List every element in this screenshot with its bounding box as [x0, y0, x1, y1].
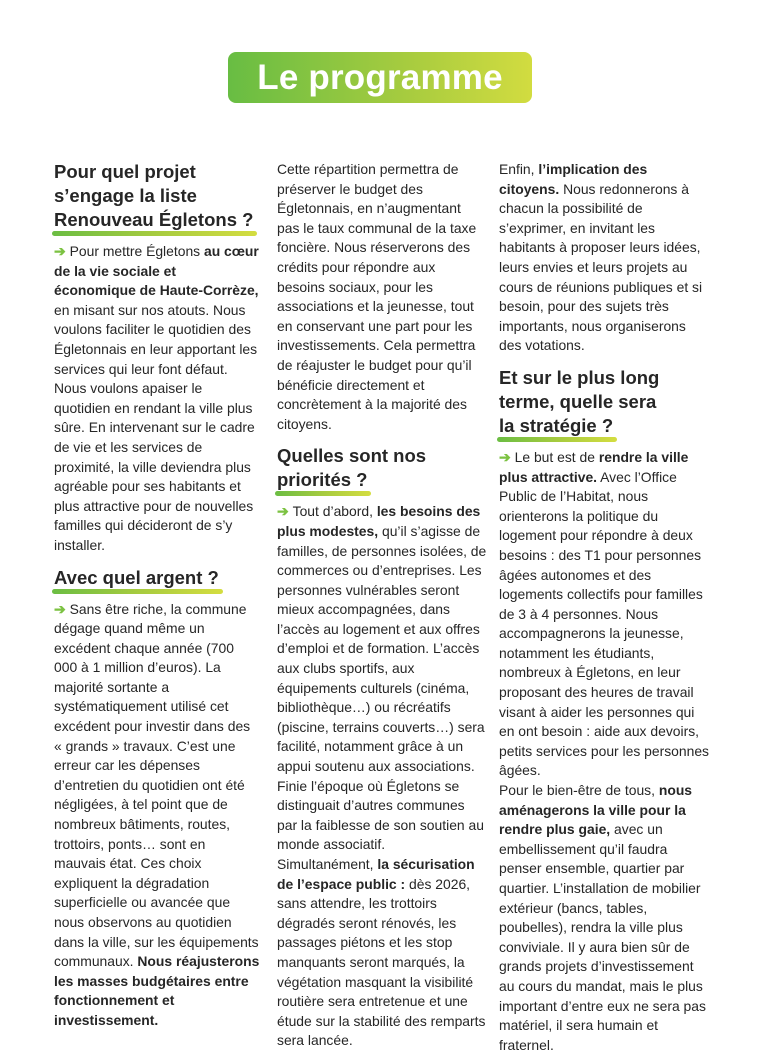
paragraph [277, 502, 487, 855]
section-heading [499, 366, 711, 438]
text: Avec l’Office Public de l’Habitat, nous orienterons la politique du logement pour répondre à deux besoins : des T1 pour personnes âgées autonomes et des logements collectifs pour familles de 3 à 4 personnes. Nous accompagnerons la jeunesse, notamment les étudiants, nombreux à Égletons, en leur proposant des heures de travail visant à aider les personnes qui en ont besoin : aide aux devoirs, petits services pour les personnes âgées. [499, 468, 710, 779]
heading-underlined-text: Renouveau Égletons ? [54, 209, 254, 230]
heading-text: Quelles sont nos [277, 445, 427, 467]
paragraph [499, 448, 711, 781]
text: Simultanément, [277, 856, 378, 872]
arrow-right-icon: ➔ [499, 448, 511, 465]
heading-underlined-text: priorités ? [277, 469, 368, 491]
text: en misant sur nos atouts. Nous voulons faciliter le quotidien des Égletonnais en leur apportant les services qui leur font défaut. Nous voulons apaiser le quotidien en rendant la ville plus sûre. En intervenant sur le cadre de vie et les services de proximité, la ville deviendra plus agréable pour ses habitants et plus attractive pour de nouvelles familles qui décideront de s’y installer. [54, 301, 258, 553]
bold-text: nous aménagerons la ville pour la rendre plus gaie, [499, 782, 693, 838]
text: Pour mettre Égletons [69, 243, 204, 259]
bold-text: les besoins des plus modestes, [277, 503, 481, 539]
arrow-right-icon: ➔ [277, 503, 289, 520]
text: Nous redonnerons à chacun la possibilité de s’exprimer, en invitant les habitants à proposer leurs idées, leurs envies et leurs projets au cours de réunions publiques et si besoin, pour des sujets très importants, nous organiserons des votations. [499, 180, 703, 354]
bold-text: Nous réajusterons les masses budgétaires entre fonctionnement et investissement. [54, 953, 260, 1028]
bold-text: rendre la ville plus attractive. [499, 448, 689, 485]
arrow-right-icon: ➔ [54, 243, 66, 259]
text: qu’il s’agisse de familles, de personnes isolées, de commerces ou d’entreprises. Les personnes vulnérables seront mieux accompagnées, dans l’accès au logement et aux offres d’emploi et de formation. L’accès aux clubs sportifs, aux équipements culturels (cinéma, bibliothèque…) ou récréatifs (piscine, terrains couverts…) sera facilité, notamment grâce à un appui soutenu aux associations. Finie l’époque où Égletons se distinguait d’autres communes par la faiblesse de son soutien au monde associatif. [277, 522, 487, 853]
heading-text: Et sur le plus long terme, quelle sera [499, 366, 660, 412]
arrow-right-icon: ➔ [54, 600, 66, 617]
text: Le but est de [514, 448, 599, 465]
paragraph [499, 160, 711, 356]
bold-text: la sécurisation de l’espace public : [277, 856, 475, 892]
column-3 [499, 160, 711, 1055]
bold-text: l’implication des citoyens. [499, 161, 648, 197]
heading-text: Pour quel projet s’engage la liste [54, 161, 197, 206]
section-heading [54, 160, 260, 232]
page-title: Le programme [228, 52, 532, 103]
bold-text: au cœur de la vie sociale et économique de Haute-Corrèze, [54, 243, 259, 299]
text: Enfin, [499, 161, 539, 177]
text: Pour le bien-être de tous, [499, 782, 659, 799]
text: Cette répartition permettra de préserver le budget des Égletonnais, en n’augmentant pas le taux communal de la taxe foncière. Nous réserverons des crédits pour répondre aux besoins sociaux, pour les associations et la jeunesse, tout en conservant une part pour les investissements. Cela permettra de réajuster le budget pour qu’il bénéficie directement et concrètement à la majorité des citoyens. [277, 161, 477, 432]
heading-underlined-text: la stratégie ? [499, 414, 614, 436]
heading-underlined-text: Avec quel argent ? [54, 566, 219, 588]
column-2 [277, 160, 487, 1051]
text: Sans être riche, la commune dégage quand même un excédent chaque année (700 000 à 1 million d’euros). La majorité sortante a systématiquement utilisé cet excédent pour investir dans des « grands » travaux. C’est une erreur car les dépenses d’entretien du quotidien ont été négligées, à tel point que de nombreux bâtiments, routes, trottoirs, ponts… sont en mauvais état. Ces choix expliquent la dégradation superficielle ou avancée que nous observons au quotidien dans la ville, sur les équipements communaux. [54, 600, 259, 970]
section-heading [277, 444, 487, 492]
column-1 [54, 160, 260, 1031]
paragraph [54, 242, 260, 556]
paragraph [277, 855, 487, 1051]
section-heading [54, 566, 260, 590]
text: avec un embellissement qu’il faudra penser ensemble, quartier par quartier. L’installation de mobilier extérieur (bancs, tables, poubelles), rendra la ville plus conviviale. Il y aura bien sûr de grands projets d’investissement au cours du mandat, mais le plus important d’entre eux ne sera pas matériel, il sera humain et fraternel. [499, 821, 706, 1053]
paragraph [54, 600, 260, 1031]
paragraph [499, 781, 711, 1055]
text: Tout d’abord, [292, 503, 377, 520]
paragraph [277, 160, 487, 434]
text: dès 2026, sans attendre, les trottoirs dégradés seront rénovés, les passages piétons et les stop manquants seront marqués, la végétation masquant la visibilité routière sera entretenue et une étude sur la stabilité des remparts sera lancée. [277, 875, 486, 1049]
